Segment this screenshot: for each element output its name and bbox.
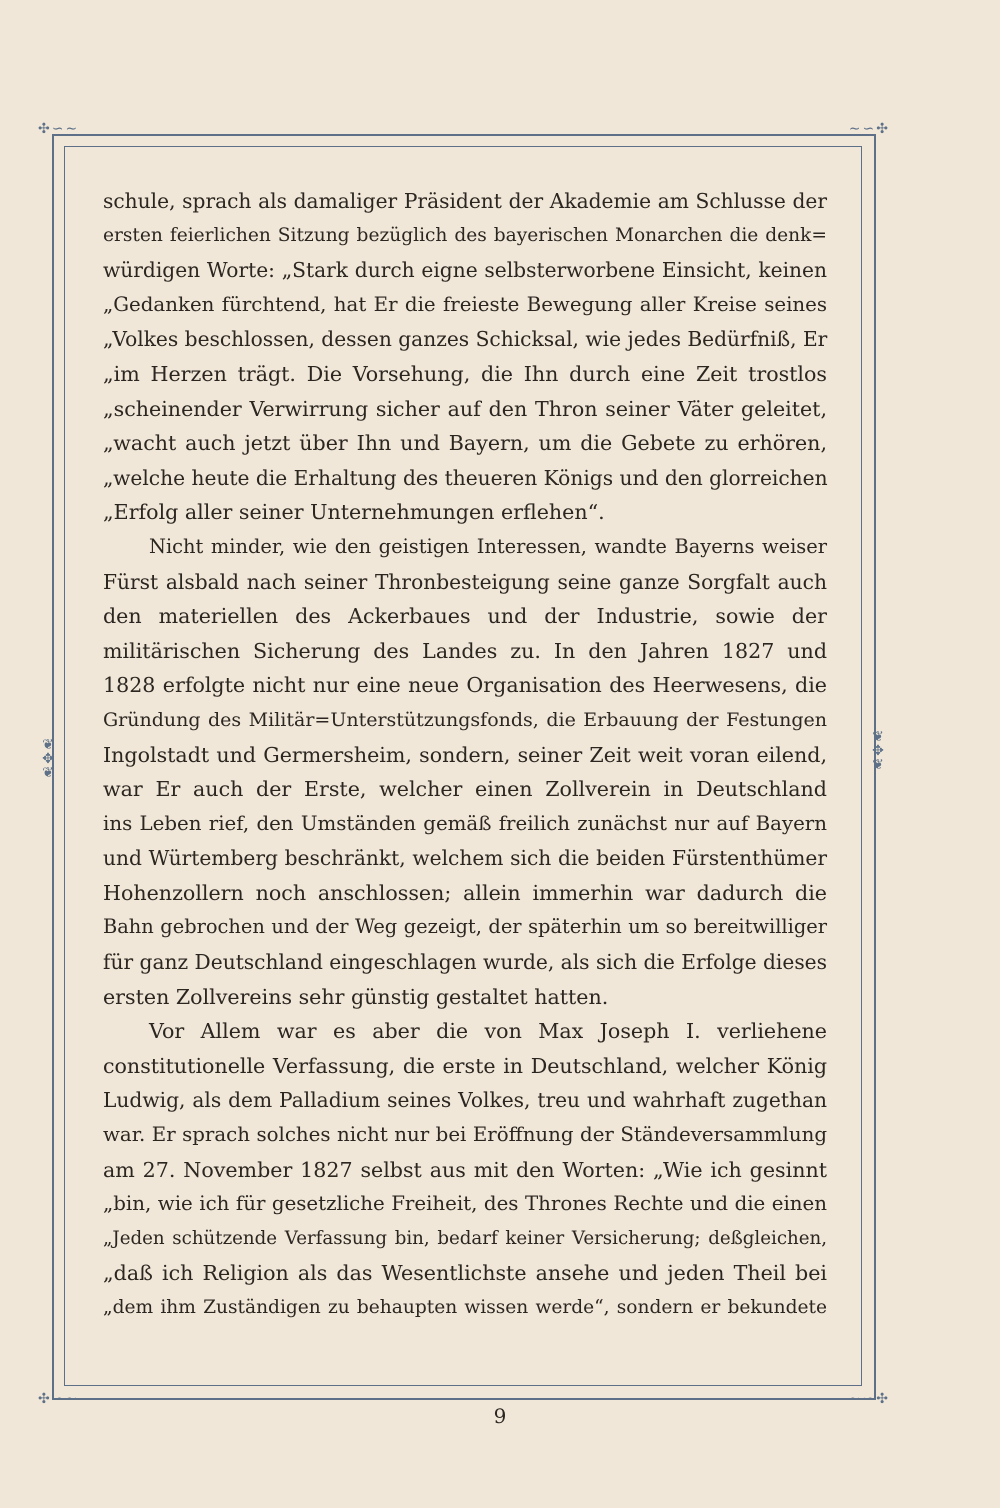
- text-line: constitutionelle Verfassung, die erste in Deutschland, welcher König: [103, 1053, 827, 1078]
- text-line: „Erfolg aller seiner Unternehmungen erflehen“.: [103, 500, 605, 525]
- text-line: Ludwig, als dem Palladium seines Volkes, treu und wahrhaft zugethan: [103, 1088, 827, 1113]
- text-line: schule, sprach als damaliger Präsident der Akademie am Schlusse der: [103, 189, 827, 213]
- corner-ornament-bottom-right: ∼∽✣: [848, 1391, 890, 1407]
- text-line: „daß ich Religion als das Wesentlichste ansehe und jeden Theil bei: [103, 1261, 827, 1286]
- text-line: Bahn gebrochen und der Weg gezeigt, der späterhin um so bereitwilliger: [103, 915, 827, 939]
- text-line: und Würtemberg beschränkt, welchem sich die beiden Fürstenthümer: [103, 846, 827, 871]
- text-line: würdigen Worte: „Stark durch eigne selbsterworbene Einsicht, keinen: [103, 258, 827, 283]
- text-line: Gründung des Militär=Unterstützungsfonds, die Erbauung der Festungen: [103, 708, 827, 731]
- text-line: am 27. November 1827 selbst aus mit den Worten: „Wie ich gesinnt: [103, 1157, 827, 1182]
- text-line: den materiellen des Ackerbaues und der Industrie, sowie der: [103, 604, 827, 629]
- text-line: „im Herzen trägt. Die Vorsehung, die Ihn durch eine Zeit trostlos: [103, 361, 827, 386]
- text-line: für ganz Deutschland eingeschlagen wurde, als sich die Erfolge dieses: [103, 950, 827, 975]
- text-line: ins Leben rief, den Umständen gemäß freilich zunächst nur auf Bayern: [103, 811, 827, 835]
- text-line: war Er auch der Erste, welcher einen Zollverein in Deutschland: [103, 777, 827, 802]
- text-line: Ingolstadt und Germersheim, sondern, seiner Zeit weit voran eilend,: [103, 742, 827, 767]
- text-line: „wacht auch jetzt über Ihn und Bayern, um die Gebete zu erhören,: [103, 431, 827, 456]
- text-line: Hohenzollern noch anschlossen; allein immerhin war dadurch die: [103, 880, 827, 905]
- page-number: 9: [493, 1404, 507, 1428]
- text-line: ersten Zollvereins sehr günstig gestaltet hatten.: [103, 984, 609, 1009]
- text-line: Vor Allem war es aber die von Max Joseph I. verliehene: [149, 1019, 827, 1044]
- text-line: Fürst alsbald nach seiner Thronbesteigung seine ganze Sorgfalt auch: [103, 569, 827, 594]
- text-line: 1828 erfolgte nicht nur eine neue Organisation des Heerwesens, die: [103, 673, 827, 698]
- corner-ornament-bottom-left: ✣∽∼: [38, 1391, 80, 1407]
- text-line: „Jeden schützende Verfassung bin, bedarf keiner Versicherung; deßgleichen,: [103, 1227, 827, 1249]
- side-ornament-left: ❦ ✥ ❦: [42, 737, 54, 781]
- body-text: [103, 184, 827, 1326]
- side-ornament-right: ❦ ✥ ❦: [872, 729, 884, 773]
- text-line: „welche heute die Erhaltung des theueren Königs und den glorreichen: [103, 465, 828, 490]
- text-line: „dem ihm Zuständigen zu behaupten wissen werde“, sondern er bekundete: [103, 1297, 827, 1318]
- corner-ornament-top-right: ∼∽✣: [848, 121, 890, 137]
- text-line: „bin, wie ich für gesetzliche Freiheit, des Thrones Rechte und die einen: [103, 1192, 827, 1216]
- text-line: militärischen Sicherung des Landes zu. In den Jahren 1827 und: [103, 638, 827, 663]
- corner-ornament-top-left: ✣∽∼: [38, 121, 80, 137]
- text-line: Nicht minder, wie den geistigen Interessen, wandte Bayerns weiser: [149, 534, 827, 558]
- text-line: war. Er sprach solches nicht nur bei Eröffnung der Ständeversammlung: [103, 1123, 827, 1147]
- text-line: „scheinender Verwirrung sicher auf den Thron seiner Väter geleitet,: [103, 396, 827, 421]
- text-line: „Volkes beschlossen, dessen ganzes Schicksal, wie jedes Bedürfniß, Er: [103, 327, 828, 352]
- text-line: „Gedanken fürchtend, hat Er die freieste Bewegung aller Kreise seines: [103, 292, 827, 316]
- text-line: ersten feierlichen Sitzung bezüglich des bayerischen Monarchen die denk=: [103, 224, 827, 246]
